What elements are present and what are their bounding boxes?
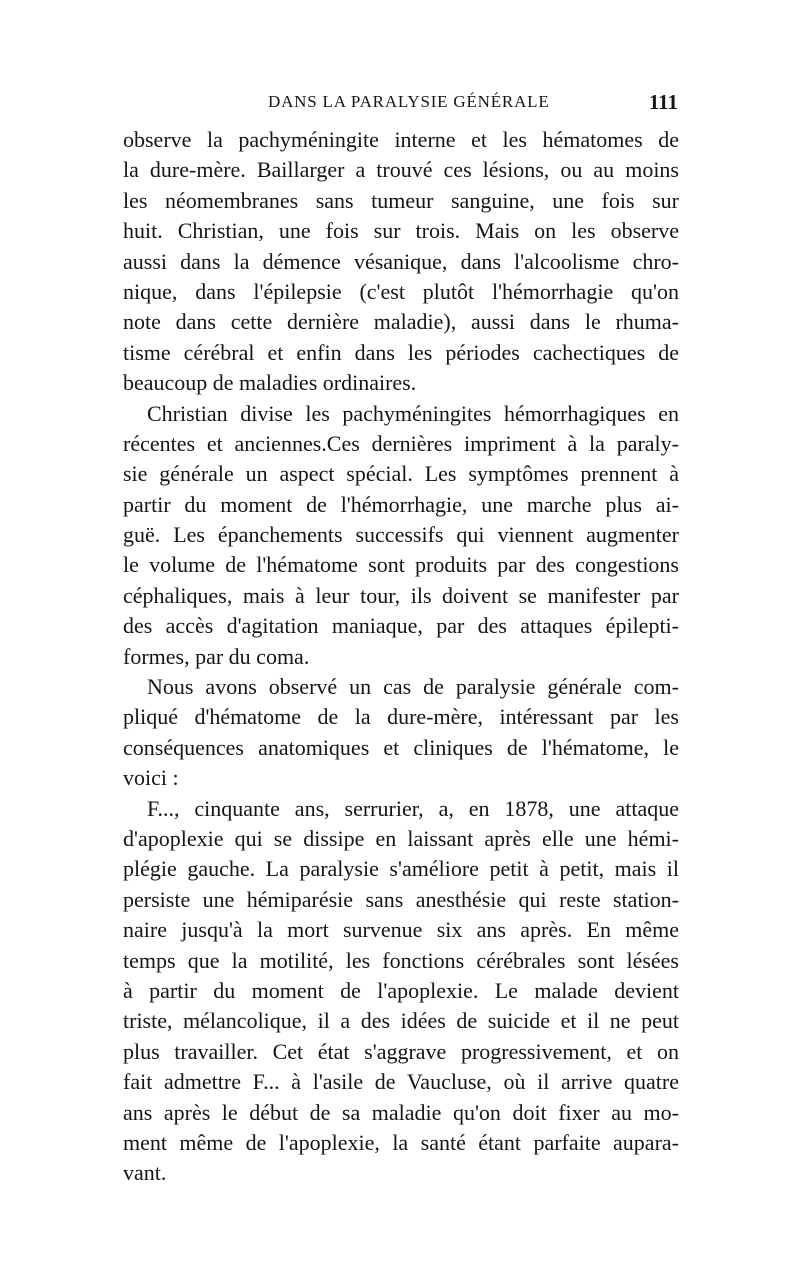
text-line: pliqué d'hématome de la dure-mère, intéressant par les — [123, 704, 679, 730]
text-line: Christian divise les pachyméningites hémorrhagiques en — [147, 400, 679, 426]
text-line: naire jusqu'à la mort survenue six ans après. En même — [123, 917, 679, 943]
text-line: les néomembranes sans tumeur sanguine, une fois sur — [123, 187, 679, 213]
text-line: formes, par du coma. — [123, 643, 310, 669]
text-line: la dure-mère. Baillarger a trouvé ces lésions, ou au moins — [123, 157, 679, 183]
text-line: Nous avons observé un cas de paralysie générale com- — [147, 674, 679, 700]
text-line: observe la pachyméningite interne et les hématomes de — [123, 127, 679, 152]
text-line: tisme cérébral et enfin dans les périodes cachectiques de — [123, 339, 679, 365]
text-line: temps que la motilité, les fonctions cérébrales sont lésées — [123, 947, 679, 973]
text-line: aussi dans la démence vésanique, dans l'alcoolisme chro- — [123, 248, 679, 274]
text-line: ment même de l'apoplexie, la santé étant parfaite aupara- — [123, 1129, 679, 1155]
text-line: persiste une hémiparésie sans anesthésie qui reste station- — [123, 886, 679, 912]
text-line: sie générale un aspect spécial. Les symptômes prennent à — [123, 461, 679, 487]
text-line: conséquences anatomiques et cliniques de l'hématome, le — [123, 734, 679, 760]
running-title: DANS LA PARALYSIE GÉNÉRALE — [268, 92, 550, 111]
text-line: le volume de l'hématome sont produits par des congestions — [123, 552, 679, 578]
page-header — [123, 92, 678, 122]
text-line: guë. Les épanchements successifs qui viennent augmenter — [123, 522, 679, 548]
text-line: voici : — [123, 765, 179, 791]
text-line: nique, dans l'épilepsie (c'est plutôt l'hémorrhagie qu'on — [123, 278, 679, 304]
text-line: plus travailler. Cet état s'aggrave progressivement, et on — [123, 1038, 679, 1064]
text-line: céphaliques, mais à leur tour, ils doivent se manifester par — [123, 582, 679, 608]
text-line: F..., cinquante ans, serrurier, a, en 1878, une attaque — [147, 795, 679, 821]
text-line: fait admettre F... à l'asile de Vaucluse, où il arrive quatre — [123, 1069, 679, 1095]
text-line: beaucoup de maladies ordinaires. — [123, 370, 417, 396]
text-line: d'apoplexie qui se dissipe en laissant après elle une hémi- — [123, 825, 679, 851]
page-number: 111 — [648, 90, 678, 114]
body-text — [123, 125, 679, 1189]
text-line: note dans cette dernière maladie), aussi dans le rhuma- — [123, 309, 679, 335]
text-line: des accès d'agitation maniaque, par des attaques épilepti- — [123, 613, 679, 639]
text-line: triste, mélancolique, il a des idées de suicide et il ne peut — [123, 1008, 679, 1034]
text-line: huit. Christian, une fois sur trois. Mais on les observe — [123, 218, 679, 244]
text-line: vant. — [123, 1160, 167, 1186]
text-line: récentes et anciennes.Ces dernières impriment à la paraly- — [123, 430, 679, 456]
text-line: à partir du moment de l'apoplexie. Le malade devient — [123, 977, 679, 1003]
text-line: plégie gauche. La paralysie s'améliore petit à petit, mais il — [123, 856, 679, 882]
text-line: partir du moment de l'hémorrhagie, une marche plus ai- — [123, 491, 679, 517]
text-line: ans après le début de sa maladie qu'on doit fixer au mo- — [123, 1099, 679, 1125]
